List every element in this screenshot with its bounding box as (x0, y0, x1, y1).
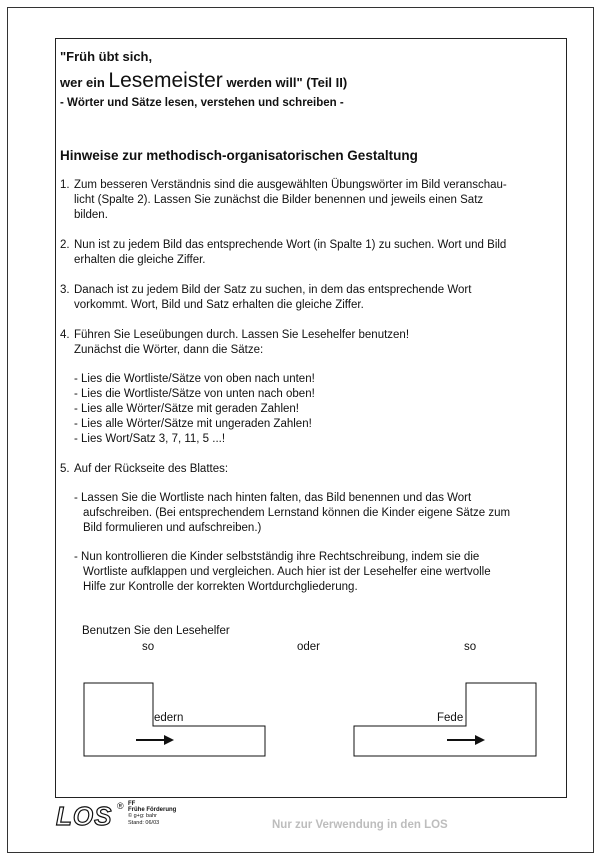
label-oder: oder (297, 641, 321, 653)
item-number: 5. (60, 463, 70, 475)
item-line: erhalten die gleiche Ziffer. (74, 254, 206, 266)
subtitle: - Wörter und Sätze lesen, verstehen und schreiben - (60, 97, 344, 109)
section-heading: Hinweise zur methodisch-organisatorischen Gestaltung (60, 148, 418, 163)
reading-exercise: - Lies alle Wörter/Sätze mit geraden Zahlen! (74, 403, 299, 415)
los-logo (55, 800, 127, 835)
reading-exercise: - Lies die Wortliste/Sätze von unten nach oben! (74, 388, 315, 400)
step-line: aufschreiben. (Bei entsprechendem Lernstand können die Kinder eigene Sätze zum (83, 507, 511, 519)
item-number: 3. (60, 284, 70, 296)
reading-exercise: - Lies Wort/Satz 3, 7, 11, 5 ...! (74, 433, 226, 445)
item-line: vorkommt. Wort, Bild und Satz erhalten die gleiche Ziffer. (74, 299, 364, 311)
step-line: Hilfe zur Kontrolle der korrekten Wortdurchgliederung. (83, 581, 358, 593)
step-line: - Nun kontrollieren die Kinder selbstständig ihre Rechtschreibung, indem sie die (74, 551, 480, 563)
los-logo-mark (55, 800, 127, 830)
step-line: - Lassen Sie die Wortliste nach hinten falten, das Bild benennen und das Wort (74, 492, 472, 504)
reading-exercise: - Lies die Wortliste/Sätze von oben nach unten! (74, 373, 315, 385)
item-line: Führen Sie Leseübungen durch. Lassen Sie Lesehelfer benutzen! (74, 329, 410, 341)
logo-ff: FF (128, 801, 136, 807)
title-line-2-post: werden will" (Teil II) (226, 75, 348, 90)
footer-note: Nur zur Verwendung in den LOS (272, 819, 448, 831)
logo-stand: Stand: 06/03 (128, 819, 160, 826)
lesehelfer-diagram (56, 39, 568, 799)
example-word-left: edern (154, 712, 184, 724)
label-so-right: so (464, 641, 477, 653)
arrow-right-icon (136, 735, 174, 745)
reading-exercise: - Lies alle Wörter/Sätze mit ungeraden Zahlen! (74, 418, 312, 430)
logo-registered: ® (117, 801, 124, 811)
lesehelfer-intro: Benutzen Sie den Lesehelfer (82, 625, 230, 637)
logo-brand: LOS (56, 801, 113, 830)
item-line: Nun ist zu jedem Bild das entsprechende Wort (in Spalte 1) zu suchen. Wort und Bild (74, 239, 507, 251)
item-line: licht (Spalte 2). Lassen Sie zunächst die Bilder benennen und jeweils einen Satz (74, 194, 484, 206)
logo-name: Frühe Förderung (128, 807, 177, 814)
item-line: Danach ist zu jedem Bild der Satz zu suchen, in dem das entsprechende Wort (74, 284, 472, 296)
item-line: bilden. (74, 209, 108, 221)
example-word-right: Fede (437, 712, 464, 724)
item-number: 1. (60, 179, 70, 191)
step-line: Bild formulieren und aufschreiben.) (83, 522, 262, 534)
label-so-left: so (142, 641, 155, 653)
step-line: Wortliste aufklappen und vergleichen. Auch hier ist der Lesehelfer eine wertvolle (83, 566, 491, 578)
item-line: Zum besseren Verständnis sind die ausgewählten Übungswörter im Bild veranschau- (74, 179, 507, 191)
item-number: 4. (60, 329, 70, 341)
worksheet-frame (55, 38, 567, 798)
arrow-right-icon (447, 735, 485, 745)
item-line: Auf der Rückseite des Blattes: (74, 463, 229, 475)
item-number: 2. (60, 239, 70, 251)
logo-meta (128, 801, 176, 826)
title-lesemeister: Lesemeister (108, 69, 223, 92)
logo-credit: © g+g: bahr (128, 813, 157, 820)
title-line-1: "Früh übt sich, (60, 49, 153, 64)
title-line-2-pre: wer ein (60, 75, 105, 90)
item-line: Zunächst die Wörter, dann die Sätze: (74, 344, 264, 356)
